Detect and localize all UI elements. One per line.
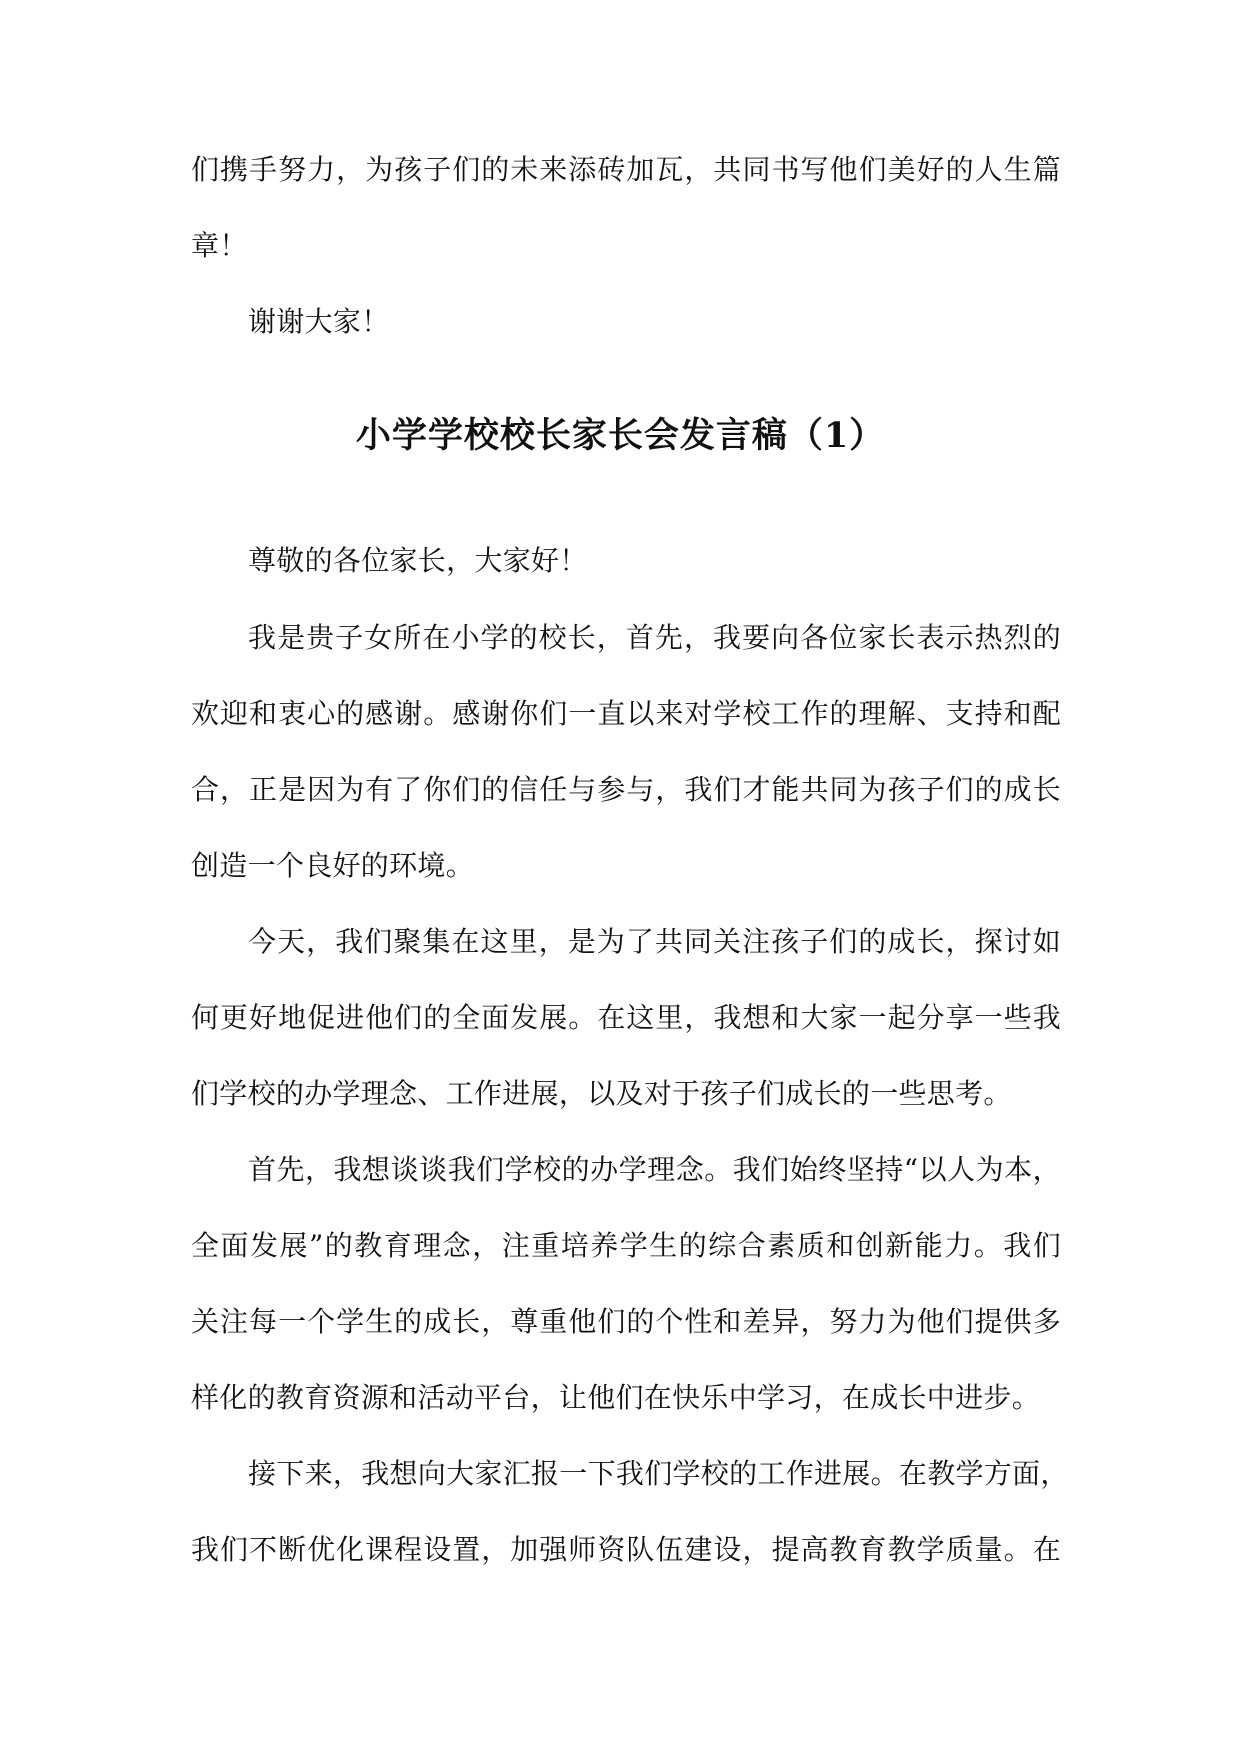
paragraph-line: 首先，我想谈谈我们学校的办学理念。我们始终坚持“以人为本， [248,1153,1061,1186]
paragraph-line: 欢迎和衷心的感谢。感谢你们一直以来对学校工作的理解、支持和配 [191,697,1061,730]
thanks-line: 谢谢大家！ [248,305,390,338]
paragraph-line: 全面发展”的教育理念，注重培养学生的综合素质和创新能力。我们 [191,1229,1061,1262]
paragraph-line: 创造一个良好的环境。 [191,849,475,882]
paragraph-line: 样化的教育资源和活动平台，让他们在快乐中学习，在成长中进步。 [191,1381,1041,1414]
paragraph-line: 们携手努力，为孩子们的未来添砖加瓦，共同书写他们美好的人生篇 [191,153,1061,186]
paragraph-line: 们学校的办学理念、工作进展，以及对于孩子们成长的一些思考。 [191,1077,1012,1110]
paragraph-line: 章！ [191,229,248,262]
greeting-line: 尊敬的各位家长，大家好！ [248,544,588,577]
paragraph-line: 合，正是因为有了你们的信任与参与，我们才能共同为孩子们的成长 [191,773,1061,806]
paragraph-line: 接下来，我想向大家汇报一下我们学校的工作进展。在教学方面， [248,1457,1069,1490]
paragraph-line: 今天，我们聚集在这里，是为了共同关注孩子们的成长，探讨如 [248,925,1061,958]
paragraph-line: 我是贵子女所在小学的校长，首先，我要向各位家长表示热烈的 [248,621,1061,654]
paragraph-line: 关注每一个学生的成长，尊重他们的个性和差异，努力为他们提供多 [191,1305,1061,1338]
document-title: 小学学校校长家长会发言稿（1） [355,415,886,456]
paragraph-line: 何更好地促进他们的全面发展。在这里，我想和大家一起分享一些我 [191,1001,1061,1034]
paragraph-line: 我们不断优化课程设置，加强师资队伍建设，提高教育教学质量。在 [191,1533,1061,1566]
